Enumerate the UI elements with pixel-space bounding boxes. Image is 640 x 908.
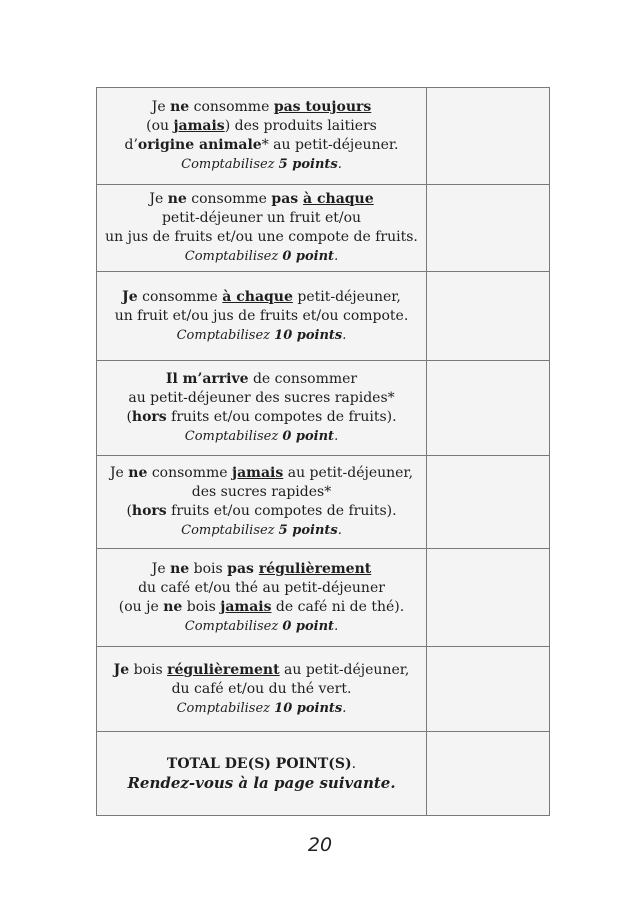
points-note: Comptabilisez 10 points. — [176, 327, 347, 343]
table-row — [97, 361, 550, 456]
statement-line: un jus de fruits et/ou une compote de fruits. — [105, 229, 418, 245]
page-number: 20 — [307, 834, 333, 856]
table-row — [97, 549, 550, 647]
table-row — [97, 272, 550, 361]
table-row — [97, 456, 550, 549]
points-note: Comptabilisez 0 point. — [184, 249, 339, 264]
statement-cell — [97, 272, 427, 361]
points-note: Comptabilisez 0 point. — [184, 429, 339, 444]
table-row — [97, 647, 550, 732]
statement-cell — [97, 185, 427, 272]
total-label: TOTAL DE(S) POINT(S). — [166, 755, 357, 772]
statement-line: Je ne consomme pas toujours — [151, 99, 372, 115]
next-page-note: Rendez-vous à la page suivante. — [127, 773, 396, 792]
total-cell — [97, 732, 427, 816]
statement-line: Je ne bois pas régulièrement — [151, 560, 372, 577]
statement-line: Je consomme à chaque petit-déjeuner, — [122, 288, 401, 305]
statement-cell — [97, 647, 427, 732]
statement-line: du café et/ou du thé vert. — [171, 680, 352, 697]
statement-cell — [97, 456, 427, 549]
points-note: Comptabilisez 0 point. — [184, 618, 339, 634]
points-note: Comptabilisez 5 points. — [181, 157, 342, 172]
total-row — [97, 732, 550, 816]
score-cell[interactable] — [427, 185, 550, 272]
statement-line: d’origine animale* au petit-déjeuner. — [124, 137, 399, 153]
score-cell[interactable] — [427, 549, 550, 647]
statement-line: Je ne consomme jamais au petit-déjeuner, — [109, 465, 414, 481]
statement-line: Je ne consomme pas à chaque — [149, 191, 374, 207]
table-row — [97, 185, 550, 272]
points-note: Comptabilisez 10 points. — [176, 700, 347, 716]
score-cell[interactable] — [427, 272, 550, 361]
statement-line: petit-déjeuner un fruit et/ou — [161, 210, 362, 226]
score-cell[interactable] — [427, 647, 550, 732]
statement-cell — [97, 549, 427, 647]
statement-line: au petit-déjeuner des sucres rapides* — [128, 390, 395, 406]
statement-line: Il m’arrive de consommer — [165, 371, 358, 387]
points-note: Comptabilisez 5 points. — [181, 523, 342, 538]
statement-cell — [97, 361, 427, 456]
score-cell[interactable] — [427, 456, 550, 549]
statement-line: (ou je ne bois jamais de café ni de thé). — [118, 598, 405, 615]
score-cell[interactable] — [427, 361, 550, 456]
score-cell[interactable] — [427, 88, 550, 185]
total-score-cell[interactable] — [427, 732, 550, 816]
statement-line: (hors fruits et/ou compotes de fruits). — [126, 503, 397, 519]
statement-line: du café et/ou thé au petit-déjeuner — [138, 579, 385, 596]
statement-line: des sucres rapides* — [191, 484, 332, 500]
scoring-table — [96, 87, 550, 816]
statement-line: un fruit et/ou jus de fruits et/ou compote. — [114, 307, 409, 324]
statement-line: (ou jamais) des produits laitiers — [146, 118, 377, 134]
statement-cell — [97, 88, 427, 185]
table-row — [97, 88, 550, 185]
statement-line: Je bois régulièrement au petit-déjeuner, — [113, 661, 410, 678]
statement-line: (hors fruits et/ou compotes de fruits). — [126, 409, 397, 425]
